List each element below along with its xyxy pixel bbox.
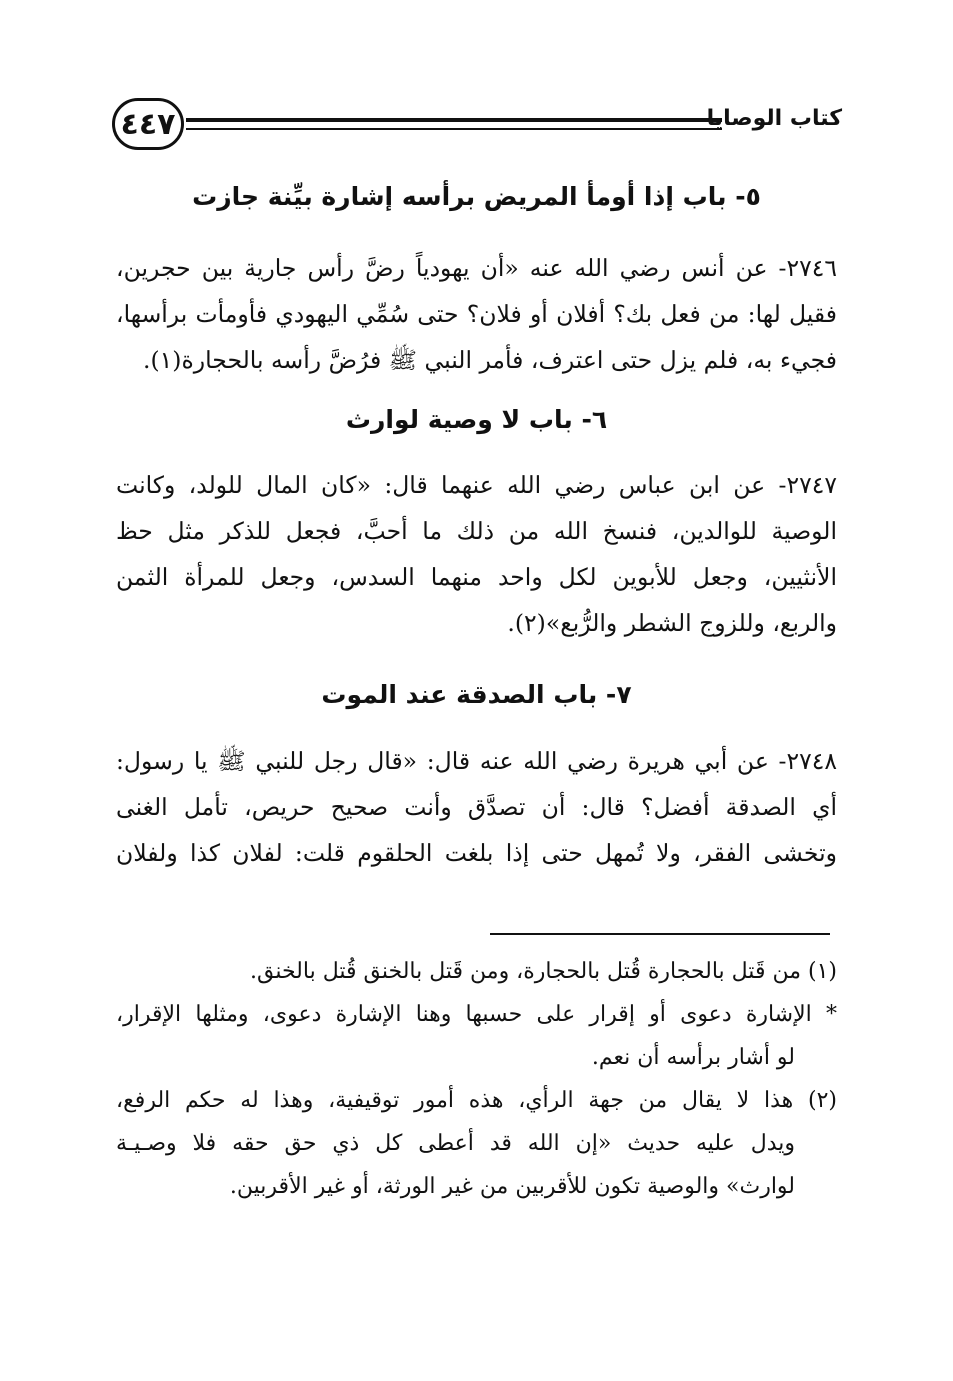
footnote-star-line: * الإشارة دعوى أو إقرار على حسبها وهنا الإشارة دعوى، ومثلها الإقرار، (116, 1002, 837, 1027)
header-rule (186, 118, 722, 130)
footnote-2-line: ويدل عليه حديث «إن الله قد أعطى كل ذي حق حقه فلا وصـيـة (116, 1131, 795, 1156)
hadith-line: ٢٧٤٦- عن أنس رضي الله عنه «أن يهودياً رضَّ رأس جارية بين حجرين، (116, 254, 837, 282)
hadith-line: فجيء به، فلم يزل حتى اعترف، فأمر النبي ﷺ فرُضَّ رأسه بالحجارة(١). (143, 346, 837, 374)
chapter-heading-5: ٥- باب إذا أومأ المريض برأسه إشارة بيِّنة جازت (192, 182, 761, 211)
chapter-heading-7: ٧- باب الصدقة عند الموت (321, 680, 632, 709)
hadith-line: وتخشى الفقر، ولا تُمهل حتى إذا بلغت الحلقوم قلت: لفلان كذا ولفلان (116, 839, 837, 867)
hadith-line: فقيل لها: من فعل بك؟ أفلان أو فلان؟ حتى سُمِّي اليهودي فأومأت برأسها، (116, 300, 837, 328)
hadith-line: ٢٧٤٧- عن ابن عباس رضي الله عنهما قال: «كان المال للولد، وكانت (116, 471, 837, 499)
footnote-separator (490, 933, 830, 935)
hadith-2747 (116, 462, 837, 646)
footnote-2-line: (٢) هذا لا يقال من جهة الرأي، هذه أمور توقيفية، وهذا له حكم الرفع، (116, 1088, 837, 1113)
page-number: ٤٤٧ (112, 98, 184, 150)
hadith-line: الأنثيين، وجعل للأبوين لكل واحد منهما السدس، وجعل للمرأة الثمن (116, 563, 837, 591)
hadith-line: والربع، وللزوج الشطر والرُّبع»(٢). (507, 609, 837, 637)
hadith-2748 (116, 738, 837, 876)
page-header (112, 98, 842, 154)
hadith-line: الوصية للوالدين، فنسخ الله من ذلك ما أحبَّ، فجعل للذكر مثل حظ (116, 517, 837, 545)
footnote-2-line: لوارث» والوصية تكون للأقربين من غير الورثة، أو غير الأقربين. (229, 1174, 795, 1199)
footnote-star-line: لو أشار برأسه أن نعم. (591, 1045, 795, 1070)
footnotes (116, 950, 837, 1208)
hadith-line: أي الصدقة أفضل؟ قال: أن تصدَّق وأنت صحيح حريص، تأمل الغنى (116, 793, 837, 821)
footnote-1: (١) من قَتل بالحجارة قُتل بالحجارة، ومن قَتل بالخنق قُتل بالخنق. (250, 959, 837, 984)
book-title: كتاب الوصايا (706, 106, 842, 131)
hadith-line: ٢٧٤٨- عن أبي هريرة رضي الله عنه قال: «قال رجل للنبي ﷺ يا رسول: (116, 747, 837, 775)
chapter-heading-6: ٦- باب لا وصية لوارث (345, 405, 608, 434)
hadith-2746 (116, 245, 837, 383)
